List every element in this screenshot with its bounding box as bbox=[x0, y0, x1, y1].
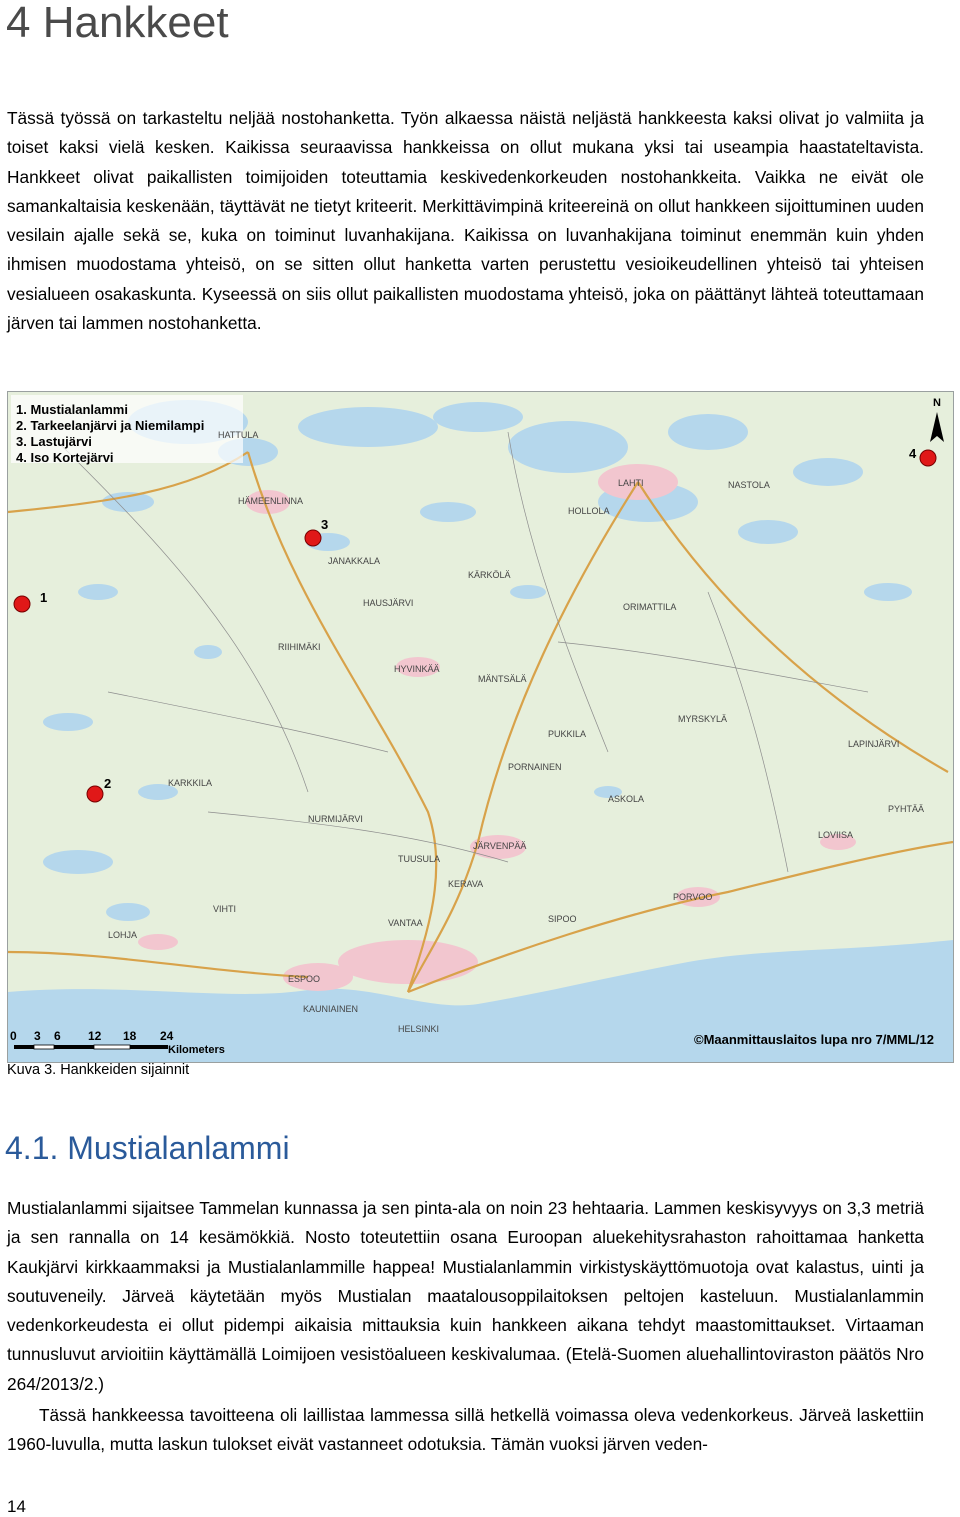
svg-text:1: 1 bbox=[40, 590, 48, 605]
svg-text:4: 4 bbox=[909, 446, 917, 461]
section-paragraph-2: Tässä hankkeessa tavoitteena oli laillistaa lammessa sillä hetkellä voimassa oleva vedenkorkeus. Järveä laskettiin 1960-luvulla, mutta laskun tulokset eivät vastanneet odotuksia. Tämän vuoksi järven veden- bbox=[7, 1405, 924, 1455]
place-label: HATTULA bbox=[218, 430, 259, 440]
place-label: VIHTI bbox=[213, 904, 237, 914]
legend-item-2: 2. Tarkeelanjärvi ja Niemilampi bbox=[16, 418, 205, 433]
place-label: PYHTÄÄ bbox=[888, 804, 925, 814]
svg-text:3: 3 bbox=[321, 517, 329, 532]
place-label: LAPINJÄRVI bbox=[848, 739, 900, 749]
place-label: LOHJA bbox=[108, 930, 138, 940]
place-label: HYVINKÄÄ bbox=[394, 664, 440, 674]
svg-text:12: 12 bbox=[88, 1029, 102, 1043]
place-label: PORVOO bbox=[673, 892, 713, 902]
svg-text:6: 6 bbox=[54, 1029, 61, 1043]
chapter-title: 4 Hankkeet bbox=[6, 0, 229, 47]
place-label: KÄRKÖLÄ bbox=[468, 570, 511, 580]
place-label: VANTAA bbox=[388, 918, 423, 928]
place-label: KAUNIAINEN bbox=[303, 1004, 359, 1014]
place-label: KARKKILA bbox=[168, 778, 213, 788]
legend-item-3: 3. Lastujärvi bbox=[16, 434, 92, 449]
place-label: HÄMEENLINNA bbox=[238, 496, 304, 506]
place-label: LAHTI bbox=[618, 478, 644, 488]
place-label: HELSINKI bbox=[398, 1024, 440, 1034]
figure-caption: Kuva 3. Hankkeiden sijainnit bbox=[7, 1062, 190, 1078]
place-label: MÄNTSÄLÄ bbox=[478, 674, 527, 684]
project-locations-map bbox=[7, 391, 954, 1063]
place-label: JÄRVENPÄÄ bbox=[473, 841, 527, 851]
legend-item-4: 4. Iso Kortejärvi bbox=[16, 450, 114, 465]
section-title: 4.1. Mustialanlammi bbox=[5, 1130, 290, 1166]
page-number: 14 bbox=[7, 1497, 26, 1516]
place-label: ORIMATTILA bbox=[623, 602, 677, 612]
intro-paragraph: Tässä työssä on tarkasteltu neljää nostohanketta. Työn alkaessa näistä neljästä hankkeesta kaksi olivat jo valmiita ja toiset kaksi vielä kesken. Kaikissa seuraavissa hankkeissa on ollut mukana yksi tai useampia haastateltavista. Hankkeet olivat paikallisten toimijoiden toteuttamia keskivedenkorkeuden nostohankkeita. Vaikka ne eivät ole samankaltaisia keskenään, täyttävät ne tietyt kriteerit. Merkittävimpinä kriteereinä on ollut hankkeen sijoittuminen uuden vesilain ajalle sekä se, kuka on toiminut luvanhakijana. Kaikissa on luvanhakijana toiminut enemmän kuin yhden ihmisen muodostama yhteisö, on se sitten ollut hanketta varten perustettu vesioikeudellinen yhteisö tai yhteisen vesialueen osakaskunta. Kyseessä on siis ollut paikallisten muodostama yhteisö, joka on päättänyt lähteä toteuttamaan järven tai lammen nostohanketta. bbox=[7, 108, 924, 334]
place-label: ESPOO bbox=[288, 974, 321, 984]
svg-text:24: 24 bbox=[160, 1029, 174, 1043]
place-label: KERAVA bbox=[448, 879, 484, 889]
place-label: ASKOLA bbox=[608, 794, 645, 804]
place-label: RIIHIMÄKI bbox=[278, 642, 321, 652]
place-label: HOLLOLA bbox=[568, 506, 610, 516]
svg-text:2: 2 bbox=[104, 776, 112, 791]
place-label: LOVIISA bbox=[818, 830, 854, 840]
place-label: NASTOLA bbox=[728, 480, 770, 490]
place-label: MYRSKYLÄ bbox=[678, 714, 728, 724]
place-label: PORNAINEN bbox=[508, 762, 562, 772]
svg-text:3: 3 bbox=[34, 1029, 41, 1043]
legend-item-1: 1. Mustialanlammi bbox=[16, 402, 128, 417]
section-paragraph-1: Mustialanlammi sijaitsee Tammelan kunnassa ja sen pinta-ala on noin 23 hehtaaria. Lammen keskisyvyys on 3,3 metriä ja sen rannalla on 14 kesämökkiä. Nosto toteutettiin osana Euroopan aluekehitysrahaston rahoittamaa hanketta Kaukjärvi kirkkaammaksi ja Mustialanlammille happea! Mustialanlammin virkistyskäyttömuotoja ovat kalastus, uinti ja soutuveneily. Järveä käytetään myös Mustialan maatalousoppilaitoksen peltojen kasteluun. Mustialanlammin vedenkorkeudesta ei ollut pidempi aikaisia mittauksia kuin hankkeen aikana tehdyt maastomittaukset. Virtaaman tunnusluvut arvioitiin käyttämällä Loimijoen vesistöalueen keskivalumaa. (Etelä-Suomen aluehallintoviraston päätös Nro 264/2013/2.) bbox=[7, 1198, 924, 1394]
svg-text:0: 0 bbox=[10, 1029, 17, 1043]
place-label: HAUSJÄRVI bbox=[363, 598, 414, 608]
svg-text:18: 18 bbox=[123, 1029, 137, 1043]
place-label: TUUSULA bbox=[398, 854, 441, 864]
place-label: JANAKKALA bbox=[328, 556, 381, 566]
place-label: NURMIJÄRVI bbox=[308, 814, 363, 824]
map-copyright: ©Maanmittauslaitos lupa nro 7/MML/12 bbox=[694, 1032, 935, 1047]
svg-text:N: N bbox=[933, 397, 941, 409]
svg-text:Kilometers: Kilometers bbox=[168, 1044, 225, 1056]
place-label: SIPOO bbox=[548, 914, 577, 924]
place-label: PUKKILA bbox=[548, 729, 587, 739]
